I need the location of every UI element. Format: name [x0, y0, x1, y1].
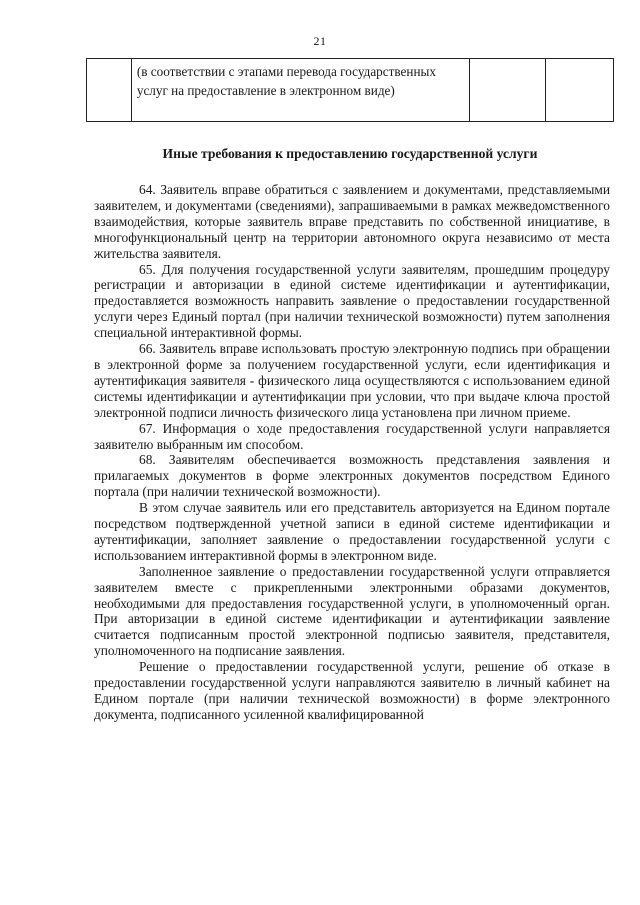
table-row — [87, 59, 614, 122]
table-cell-empty — [470, 59, 545, 122]
paragraph-68-authorization: В этом случае заявитель или его представитель авторизуется на Едином портале посредством подтвержденной учетной записи в единой системе идентификации и аутентификации, заполняет заявление о предоставлении государственной услуги с использованием интерактивной формы в электронном виде. — [94, 500, 610, 563]
section-title: Иные требования к предоставлению государственной услуги — [162, 146, 538, 161]
continuation-table — [86, 58, 614, 122]
paragraph-68-decision: Решение о предоставлении государственной услуги, решение об отказе в предоставлении государственной услуги направляются заявителю в личный кабинет на Едином портале (при наличии технической возможности) в форме электронного документа, подписанного усиленной квалифицированной — [94, 659, 610, 722]
paragraph-65: 65. Для получения государственной услуги заявителям, прошедшим процедуру регистрации и авторизации в единой системе идентификации и аутентификации, предоставляется возможность направить заявление о предоставлении государственной услуги через Единый портал (при наличии технической возможности) путем заполнения специальной интерактивной формы. — [94, 261, 610, 341]
table-cell-text: (в соответствии с этапами перевода государственных услуг на предоставление в электронном виде) — [131, 59, 470, 122]
table-cell-empty — [545, 59, 613, 122]
paragraph-68: 68. Заявителям обеспечивается возможность представления заявления и прилагаемых документов в форме электронных документов посредством Единого портала (при наличии технической возможности). — [94, 452, 610, 500]
page-number: 21 — [313, 34, 327, 48]
table-cell-number — [87, 59, 132, 122]
paragraph-68-submission: Заполненное заявление о предоставлении государственной услуги отправляется заявителем вместе с прикрепленными электронными образами документов, необходимыми для предоставления государственной услуги, в уполномоченный орган. При авторизации в единой системе идентификации и аутентификации заявление считается подписанным простой электронной подписью заявителя, представителя, уполномоченного на подписание заявления. — [94, 563, 610, 659]
paragraph-64: 64. Заявитель вправе обратиться с заявлением и документами, представляемыми заявителем, и документами (сведениями), запрашиваемыми в рамках межведомственного взаимодействия, которые заявитель вправе представить по собственной инициативе, в многофункциональный центр на территории автономного округа независимо от места жительства заявителя. — [94, 182, 610, 261]
body-text — [94, 182, 610, 723]
paragraph-67: 67. Информация о ходе предоставления государственной услуги направляется заявителю выбранным им способом. — [94, 420, 610, 452]
paragraph-66: 66. Заявитель вправе использовать простую электронную подпись при обращении в электронной форме за получением государственной услуги, если идентификация и аутентификация заявителя - физического лица осуществляются с использованием единой системы идентификации и аутентификации при условии, что при выдаче ключа простой электронной подписи личность физического лица установлена при личном приеме. — [94, 341, 610, 420]
